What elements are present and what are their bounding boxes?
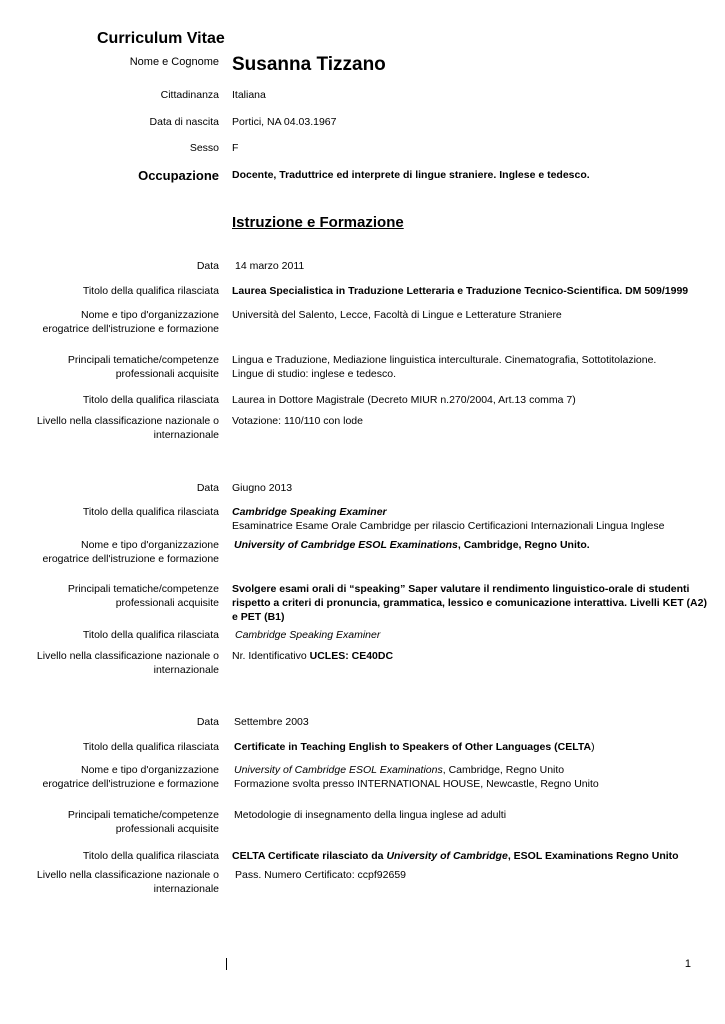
entry3-qualification-2-label: Titolo della qualifica rilasciata [82, 850, 219, 862]
entry3-qualification-2-c: , ESOL Examinations Regno Unito [507, 850, 679, 862]
entry3-org-rest: , Cambridge, Regno Unito [442, 764, 565, 776]
entry2-level-label-1: Livello nella classificazione nazionale o [36, 650, 219, 662]
name-label: Nome e Cognome [129, 56, 219, 68]
entry3-topics-label-2: professionali acquisite [115, 823, 219, 835]
entry2-qualification-label: Titolo della qualifica rilasciata [82, 506, 219, 518]
entry1-org: Università del Salento, Lecce, Facoltà di Lingue e Letterature Straniere [232, 309, 562, 321]
entry2-org-label-1: Nome e tipo d'organizzazione [80, 539, 219, 551]
entry2-level-code: UCLES: CE40DC [309, 650, 394, 662]
entry1-qualification: Laurea Specialistica in Traduzione Letteraria e Traduzione Tecnico-Scientifica. DM 509/1999 [232, 285, 689, 297]
citizenship-label: Cittadinanza [160, 89, 219, 101]
entry3-org-label-1: Nome e tipo d'organizzazione [80, 764, 219, 776]
entry2-topics-2: rispetto a criteri di pronuncia, grammatica, lessico e comunicazione interattiva. Livelli KET (A2) [232, 597, 707, 609]
occupation-label: Occupazione [138, 168, 219, 183]
birth-value: Portici, NA 04.03.1967 [232, 116, 337, 128]
entry3-qualification-2-a: CELTA Certificate rilasciato da [232, 850, 387, 862]
entry1-qualification-2-label: Titolo della qualifica rilasciata [82, 394, 219, 406]
entry2-org-rest: , Cambridge, Regno Unito. [457, 539, 590, 551]
entry2-level [232, 649, 393, 663]
sex-label: Sesso [189, 142, 219, 154]
entry1-topics-2: Lingue di studio: inglese e tedesco. [232, 368, 397, 380]
entry1-date: 14 marzo 2011 [235, 260, 305, 272]
entry2-qualification-2: Cambridge Speaking Examiner [235, 629, 381, 641]
entry3-qualification-2-b: University of Cambridge [386, 850, 508, 862]
footer-divider [226, 958, 227, 970]
entry2-date-label: Data [196, 482, 219, 494]
occupation-value: Docente, Traduttrice ed interprete di lingue straniere. Inglese e tedesco. [232, 169, 590, 181]
entry1-topics-label-1: Principali tematiche/competenze [67, 354, 219, 366]
entry2-qualification-title: Cambridge Speaking Examiner [232, 506, 387, 518]
entry2-org-label-2: erogatrice dell'istruzione e formazione [42, 553, 219, 565]
entry3-qualification-label: Titolo della qualifica rilasciata [82, 741, 219, 753]
entry2-org-italic: University of Cambridge ESOL Examinations [234, 539, 458, 551]
entry3-org-italic: University of Cambridge ESOL Examinations [234, 764, 443, 776]
entry3-qualification [234, 740, 595, 754]
entry2-topics-3: e PET (B1) [232, 611, 285, 623]
page-number: 1 [684, 958, 691, 970]
entry2-org [234, 538, 590, 552]
entry1-topics-1: Lingua e Traduzione, Mediazione linguistica interculturale. Cinematografia, Sottotitolazione. [232, 354, 657, 366]
entry1-level-label-1: Livello nella classificazione nazionale o [36, 415, 219, 427]
entry1-org-label-2: erogatrice dell'istruzione e formazione [42, 323, 219, 335]
entry3-level: Pass. Numero Certificato: ccpf92659 [235, 869, 406, 881]
entry3-date-label: Data [196, 716, 219, 728]
entry1-level-label-2: internazionale [153, 429, 219, 441]
entry2-level-prefix: Nr. Identificativo [232, 650, 310, 662]
entry2-level-label-2: internazionale [153, 664, 219, 676]
entry3-date: Settembre 2003 [234, 716, 309, 728]
entry2-date: Giugno 2013 [232, 482, 293, 494]
citizenship-value: Italiana [232, 89, 266, 101]
entry1-date-label: Data [196, 260, 219, 272]
entry2-topics-label-2: professionali acquisite [115, 597, 219, 609]
entry3-qualification-close: ) [591, 741, 595, 753]
section-title: Istruzione e Formazione [232, 214, 404, 231]
entry1-topics-label-2: professionali acquisite [115, 368, 219, 380]
entry3-topics-label-1: Principali tematiche/competenze [67, 809, 219, 821]
entry3-org-label-2: erogatrice dell'istruzione e formazione [42, 778, 219, 790]
entry3-level-label-1: Livello nella classificazione nazionale o [36, 869, 219, 881]
entry2-qualification-desc: Esaminatrice Esame Orale Cambridge per rilascio Certificazioni Internazionali Lingua Inglese [232, 520, 665, 532]
entry3-qualification-2 [232, 849, 679, 863]
entry1-org-label-1: Nome e tipo d'organizzazione [80, 309, 219, 321]
entry3-org [234, 763, 564, 777]
entry1-level: Votazione: 110/110 con lode [232, 415, 363, 427]
entry3-topics: Metodologie di insegnamento della lingua inglese ad adulti [234, 809, 507, 821]
name-value: Susanna Tizzano [232, 54, 386, 75]
cv-title: Curriculum Vitae [97, 30, 225, 47]
entry1-qualification-2: Laurea in Dottore Magistrale (Decreto MIUR n.270/2004, Art.13 comma 7) [232, 394, 576, 406]
entry3-org-2: Formazione svolta presso INTERNATIONAL HOUSE, Newcastle, Regno Unito [234, 778, 599, 790]
sex-value: F [232, 142, 239, 154]
entry3-level-label-2: internazionale [153, 883, 219, 895]
entry2-qualification-2-label: Titolo della qualifica rilasciata [82, 629, 219, 641]
birth-label: Data di nascita [149, 116, 219, 128]
entry3-qualification-main: Certificate in Teaching English to Speakers of Other Languages (CELTA [234, 741, 592, 753]
entry1-qualification-label: Titolo della qualifica rilasciata [82, 285, 219, 297]
entry2-topics-label-1: Principali tematiche/competenze [67, 583, 219, 595]
entry2-topics-1: Svolgere esami orali di “speaking” Saper valutare il rendimento linguistico-orale di studenti [232, 583, 690, 595]
